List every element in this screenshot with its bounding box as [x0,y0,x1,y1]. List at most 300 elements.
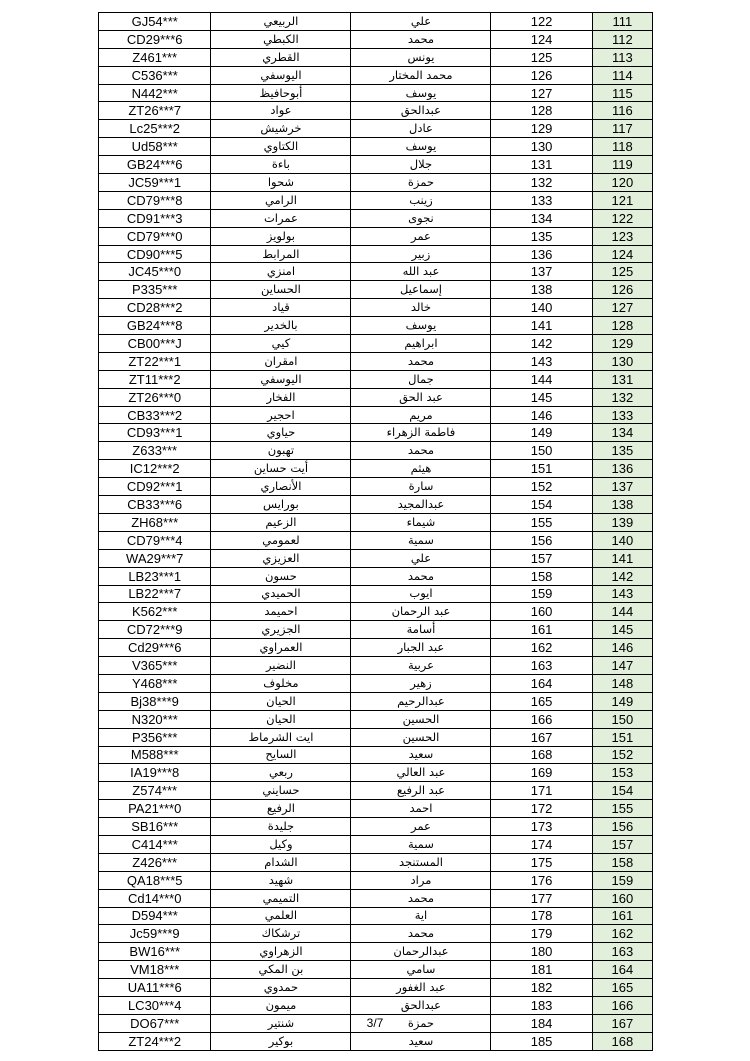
table-row [99,66,653,84]
last-name-cell: أيت حساين [211,460,351,478]
order-number-cell: 147 [592,657,652,675]
table-row [99,317,653,335]
first-name-cell: محمد [351,925,491,943]
candidate-number-cell: 135 [491,227,592,245]
id-code-cell: ZH68*** [99,513,211,531]
order-number-cell: 135 [592,442,652,460]
id-code-cell: Cd14***0 [99,889,211,907]
table-row [99,585,653,603]
first-name-cell: سعيد [351,1032,491,1050]
id-code-cell: ZT11***2 [99,370,211,388]
id-code-cell: VM18*** [99,961,211,979]
last-name-cell: اليوسفي [211,370,351,388]
id-code-cell: C536*** [99,66,211,84]
order-number-cell: 123 [592,227,652,245]
table-row [99,692,653,710]
last-name-cell: أبوحافيظ [211,84,351,102]
first-name-cell: الحسين [351,710,491,728]
first-name-cell: عبد الجبار [351,639,491,657]
id-code-cell: M588*** [99,746,211,764]
candidate-number-cell: 137 [491,263,592,281]
table-row [99,424,653,442]
last-name-cell: القطري [211,48,351,66]
last-name-cell: الأنصاري [211,478,351,496]
id-code-cell: CD72***9 [99,621,211,639]
id-code-cell: Z633*** [99,442,211,460]
first-name-cell: عمر [351,818,491,836]
table-row [99,102,653,120]
table-row [99,209,653,227]
order-number-cell: 145 [592,621,652,639]
candidate-number-cell: 181 [491,961,592,979]
id-code-cell: PA21***0 [99,800,211,818]
candidate-number-cell: 149 [491,424,592,442]
first-name-cell: يونس [351,48,491,66]
order-number-cell: 157 [592,835,652,853]
first-name-cell: يوسف [351,317,491,335]
id-code-cell: Z574*** [99,782,211,800]
first-name-cell: مريم [351,406,491,424]
candidate-number-cell: 172 [491,800,592,818]
order-number-cell: 148 [592,674,652,692]
last-name-cell: الحساين [211,281,351,299]
candidate-number-cell: 164 [491,674,592,692]
last-name-cell: قياد [211,299,351,317]
id-code-cell: ZT22***1 [99,352,211,370]
order-number-cell: 166 [592,996,652,1014]
candidate-number-cell: 124 [491,30,592,48]
table-row [99,710,653,728]
id-code-cell: CD93***1 [99,424,211,442]
candidate-number-cell: 161 [491,621,592,639]
first-name-cell: سامي [351,961,491,979]
last-name-cell: شنتير [211,1014,351,1032]
first-name-cell: أسامة [351,621,491,639]
candidate-number-cell: 138 [491,281,592,299]
first-name-cell: حمزة [351,1014,491,1032]
candidate-number-cell: 133 [491,191,592,209]
candidate-number-cell: 179 [491,925,592,943]
candidate-number-cell: 132 [491,174,592,192]
candidate-number-cell: 134 [491,209,592,227]
id-code-cell: ZT26***7 [99,102,211,120]
id-code-cell: Bj38***9 [99,692,211,710]
table-row [99,621,653,639]
table-row [99,13,653,31]
table-row [99,281,653,299]
order-number-cell: 112 [592,30,652,48]
table-row [99,1032,653,1050]
first-name-cell: يوسف [351,84,491,102]
candidate-number-cell: 171 [491,782,592,800]
id-code-cell: C414*** [99,835,211,853]
table-row [99,943,653,961]
id-code-cell: WA29***7 [99,549,211,567]
candidate-number-cell: 122 [491,13,592,31]
candidate-number-cell: 173 [491,818,592,836]
id-code-cell: GB24***6 [99,156,211,174]
id-code-cell: Ud58*** [99,138,211,156]
table-row [99,531,653,549]
order-number-cell: 153 [592,764,652,782]
order-number-cell: 143 [592,585,652,603]
last-name-cell: العمراوي [211,639,351,657]
id-code-cell: LB22***7 [99,585,211,603]
order-number-cell: 158 [592,853,652,871]
order-number-cell: 159 [592,871,652,889]
last-name-cell: شهيد [211,871,351,889]
first-name-cell: احمد [351,800,491,818]
table-row [99,352,653,370]
candidate-number-cell: 169 [491,764,592,782]
order-number-cell: 137 [592,478,652,496]
last-name-cell: خرشيش [211,120,351,138]
candidate-number-cell: 146 [491,406,592,424]
id-code-cell: CB33***2 [99,406,211,424]
table-row [99,478,653,496]
first-name-cell: زينب [351,191,491,209]
candidate-number-cell: 143 [491,352,592,370]
first-name-cell: يوسف [351,138,491,156]
table-row [99,370,653,388]
last-name-cell: احميمد [211,603,351,621]
order-number-cell: 146 [592,639,652,657]
id-code-cell: N442*** [99,84,211,102]
table-row [99,961,653,979]
order-number-cell: 164 [592,961,652,979]
table-row [99,245,653,263]
first-name-cell: عبدالرحمان [351,943,491,961]
candidate-number-cell: 151 [491,460,592,478]
last-name-cell: الفخار [211,388,351,406]
order-number-cell: 128 [592,317,652,335]
id-code-cell: ZT26***0 [99,388,211,406]
first-name-cell: سارة [351,478,491,496]
id-code-cell: CD29***6 [99,30,211,48]
table-row [99,299,653,317]
order-number-cell: 119 [592,156,652,174]
id-code-cell: CB33***6 [99,496,211,514]
first-name-cell: محمد المختار [351,66,491,84]
last-name-cell: حمدوي [211,979,351,997]
candidate-number-cell: 177 [491,889,592,907]
table-row [99,782,653,800]
table-row [99,674,653,692]
candidate-number-cell: 184 [491,1014,592,1032]
last-name-cell: الحيان [211,692,351,710]
order-number-cell: 131 [592,370,652,388]
id-code-cell: UA11***6 [99,979,211,997]
table-row [99,138,653,156]
last-name-cell: الشدام [211,853,351,871]
first-name-cell: فاطمة الزهراء [351,424,491,442]
order-number-cell: 134 [592,424,652,442]
last-name-cell: عواد [211,102,351,120]
table-row [99,496,653,514]
order-number-cell: 133 [592,406,652,424]
order-number-cell: 125 [592,263,652,281]
id-code-cell: GJ54*** [99,13,211,31]
order-number-cell: 141 [592,549,652,567]
first-name-cell: عبد الرحمان [351,603,491,621]
candidate-number-cell: 140 [491,299,592,317]
order-number-cell: 167 [592,1014,652,1032]
first-name-cell: محمد [351,567,491,585]
order-number-cell: 113 [592,48,652,66]
first-name-cell: خالد [351,299,491,317]
candidate-number-cell: 165 [491,692,592,710]
id-code-cell: DO67*** [99,1014,211,1032]
id-code-cell: JC45***0 [99,263,211,281]
last-name-cell: بن المكي [211,961,351,979]
order-number-cell: 138 [592,496,652,514]
id-code-cell: CD91***3 [99,209,211,227]
id-code-cell: K562*** [99,603,211,621]
candidate-number-cell: 155 [491,513,592,531]
last-name-cell: الزهراوي [211,943,351,961]
table-row [99,513,653,531]
table-row [99,263,653,281]
id-code-cell: CD92***1 [99,478,211,496]
first-name-cell: علي [351,549,491,567]
first-name-cell: محمد [351,352,491,370]
id-code-cell: CD90***5 [99,245,211,263]
last-name-cell: ربعي [211,764,351,782]
table-row [99,335,653,353]
first-name-cell: الحسين [351,728,491,746]
order-number-cell: 155 [592,800,652,818]
order-number-cell: 116 [592,102,652,120]
first-name-cell: عبد الغفور [351,979,491,997]
order-number-cell: 130 [592,352,652,370]
last-name-cell: تهبون [211,442,351,460]
id-code-cell: CD79***8 [99,191,211,209]
candidate-number-cell: 162 [491,639,592,657]
id-code-cell: SB16*** [99,818,211,836]
first-name-cell: زهير [351,674,491,692]
id-code-cell: GB24***8 [99,317,211,335]
last-name-cell: مخلوف [211,674,351,692]
candidate-number-cell: 160 [491,603,592,621]
id-code-cell: P335*** [99,281,211,299]
table-row [99,657,653,675]
id-code-cell: Cd29***6 [99,639,211,657]
order-number-cell: 156 [592,818,652,836]
first-name-cell: علي [351,13,491,31]
last-name-cell: العزيزي [211,549,351,567]
first-name-cell: عبد الله [351,263,491,281]
table-row [99,460,653,478]
last-name-cell: التميمي [211,889,351,907]
first-name-cell: نجوى [351,209,491,227]
candidate-number-cell: 157 [491,549,592,567]
table-row [99,227,653,245]
candidate-number-cell: 156 [491,531,592,549]
table-row [99,549,653,567]
last-name-cell: امنزي [211,263,351,281]
first-name-cell: جلال [351,156,491,174]
candidate-number-cell: 145 [491,388,592,406]
candidate-number-cell: 131 [491,156,592,174]
id-code-cell: LC30***4 [99,996,211,1014]
candidate-number-cell: 185 [491,1032,592,1050]
first-name-cell: عمر [351,227,491,245]
candidate-number-cell: 159 [491,585,592,603]
id-code-cell: V365*** [99,657,211,675]
id-code-cell: P356*** [99,728,211,746]
table-row [99,996,653,1014]
table-row [99,818,653,836]
last-name-cell: حياوي [211,424,351,442]
table-row [99,979,653,997]
first-name-cell: عربية [351,657,491,675]
first-name-cell: عبدالحق [351,102,491,120]
table-row [99,120,653,138]
order-number-cell: 154 [592,782,652,800]
candidate-number-cell: 142 [491,335,592,353]
id-code-cell: Z426*** [99,853,211,871]
results-table-body [99,13,653,1051]
table-row [99,925,653,943]
first-name-cell: إسماعيل [351,281,491,299]
first-name-cell: سمية [351,531,491,549]
order-number-cell: 165 [592,979,652,997]
table-row [99,388,653,406]
last-name-cell: الكبطي [211,30,351,48]
first-name-cell: عبدالمجيد [351,496,491,514]
first-name-cell: عبد العالي [351,764,491,782]
first-name-cell: مراد [351,871,491,889]
candidate-number-cell: 127 [491,84,592,102]
first-name-cell: سعيد [351,746,491,764]
order-number-cell: 150 [592,710,652,728]
id-code-cell: BW16*** [99,943,211,961]
last-name-cell: بورايس [211,496,351,514]
order-number-cell: 142 [592,567,652,585]
order-number-cell: 139 [592,513,652,531]
last-name-cell: الربيعي [211,13,351,31]
table-row [99,567,653,585]
last-name-cell: ميمون [211,996,351,1014]
order-number-cell: 161 [592,907,652,925]
table-row [99,728,653,746]
id-code-cell: N320*** [99,710,211,728]
last-name-cell: الجزيري [211,621,351,639]
order-number-cell: 163 [592,943,652,961]
order-number-cell: 121 [592,191,652,209]
table-row [99,764,653,782]
table-row [99,30,653,48]
table-row [99,835,653,853]
last-name-cell: بالخدير [211,317,351,335]
last-name-cell: النضير [211,657,351,675]
table-row [99,156,653,174]
last-name-cell: امقران [211,352,351,370]
last-name-cell: الحميدي [211,585,351,603]
order-number-cell: 151 [592,728,652,746]
candidate-number-cell: 141 [491,317,592,335]
first-name-cell: جمال [351,370,491,388]
id-code-cell: CB00***J [99,335,211,353]
id-code-cell: JC59***1 [99,174,211,192]
page-number: 3/7 [366,1016,384,1030]
candidate-number-cell: 125 [491,48,592,66]
table-row [99,442,653,460]
id-code-cell: D594*** [99,907,211,925]
table-row [99,853,653,871]
order-number-cell: 149 [592,692,652,710]
last-name-cell: بولويز [211,227,351,245]
id-code-cell: IA19***8 [99,764,211,782]
first-name-cell: عادل [351,120,491,138]
id-code-cell: CD79***4 [99,531,211,549]
table-row [99,889,653,907]
candidate-number-cell: 183 [491,996,592,1014]
table-row [99,84,653,102]
candidate-number-cell: 168 [491,746,592,764]
order-number-cell: 140 [592,531,652,549]
first-name-cell: شيماء [351,513,491,531]
first-name-cell: عبدالرحيم [351,692,491,710]
table-row [99,907,653,925]
id-code-cell: IC12***2 [99,460,211,478]
id-code-cell: Z461*** [99,48,211,66]
last-name-cell: الزعيم [211,513,351,531]
candidate-number-cell: 158 [491,567,592,585]
id-code-cell: ZT24***2 [99,1032,211,1050]
table-row [99,406,653,424]
last-name-cell: وكيل [211,835,351,853]
first-name-cell: محمد [351,889,491,907]
first-name-cell: عبد الحق [351,388,491,406]
id-code-cell: Lc25***2 [99,120,211,138]
last-name-cell: الحيان [211,710,351,728]
id-code-cell: CD79***0 [99,227,211,245]
last-name-cell: احجير [211,406,351,424]
order-number-cell: 160 [592,889,652,907]
first-name-cell: عبد الرفيع [351,782,491,800]
candidate-number-cell: 152 [491,478,592,496]
candidate-number-cell: 175 [491,853,592,871]
candidate-number-cell: 129 [491,120,592,138]
candidate-number-cell: 154 [491,496,592,514]
first-name-cell: زبير [351,245,491,263]
id-code-cell: Y468*** [99,674,211,692]
first-name-cell: عبدالحق [351,996,491,1014]
last-name-cell: كيي [211,335,351,353]
last-name-cell: المرابط [211,245,351,263]
first-name-cell: ابراهيم [351,335,491,353]
first-name-cell: سمية [351,835,491,853]
candidate-number-cell: 128 [491,102,592,120]
candidate-number-cell: 166 [491,710,592,728]
order-number-cell: 132 [592,388,652,406]
order-number-cell: 111 [592,13,652,31]
order-number-cell: 124 [592,245,652,263]
order-number-cell: 122 [592,209,652,227]
order-number-cell: 117 [592,120,652,138]
candidate-number-cell: 126 [491,66,592,84]
last-name-cell: ايت الشرماط [211,728,351,746]
first-name-cell: اية [351,907,491,925]
first-name-cell: محمد [351,30,491,48]
candidate-number-cell: 150 [491,442,592,460]
first-name-cell: ايوب [351,585,491,603]
last-name-cell: لعمومي [211,531,351,549]
order-number-cell: 168 [592,1032,652,1050]
order-number-cell: 129 [592,335,652,353]
order-number-cell: 127 [592,299,652,317]
